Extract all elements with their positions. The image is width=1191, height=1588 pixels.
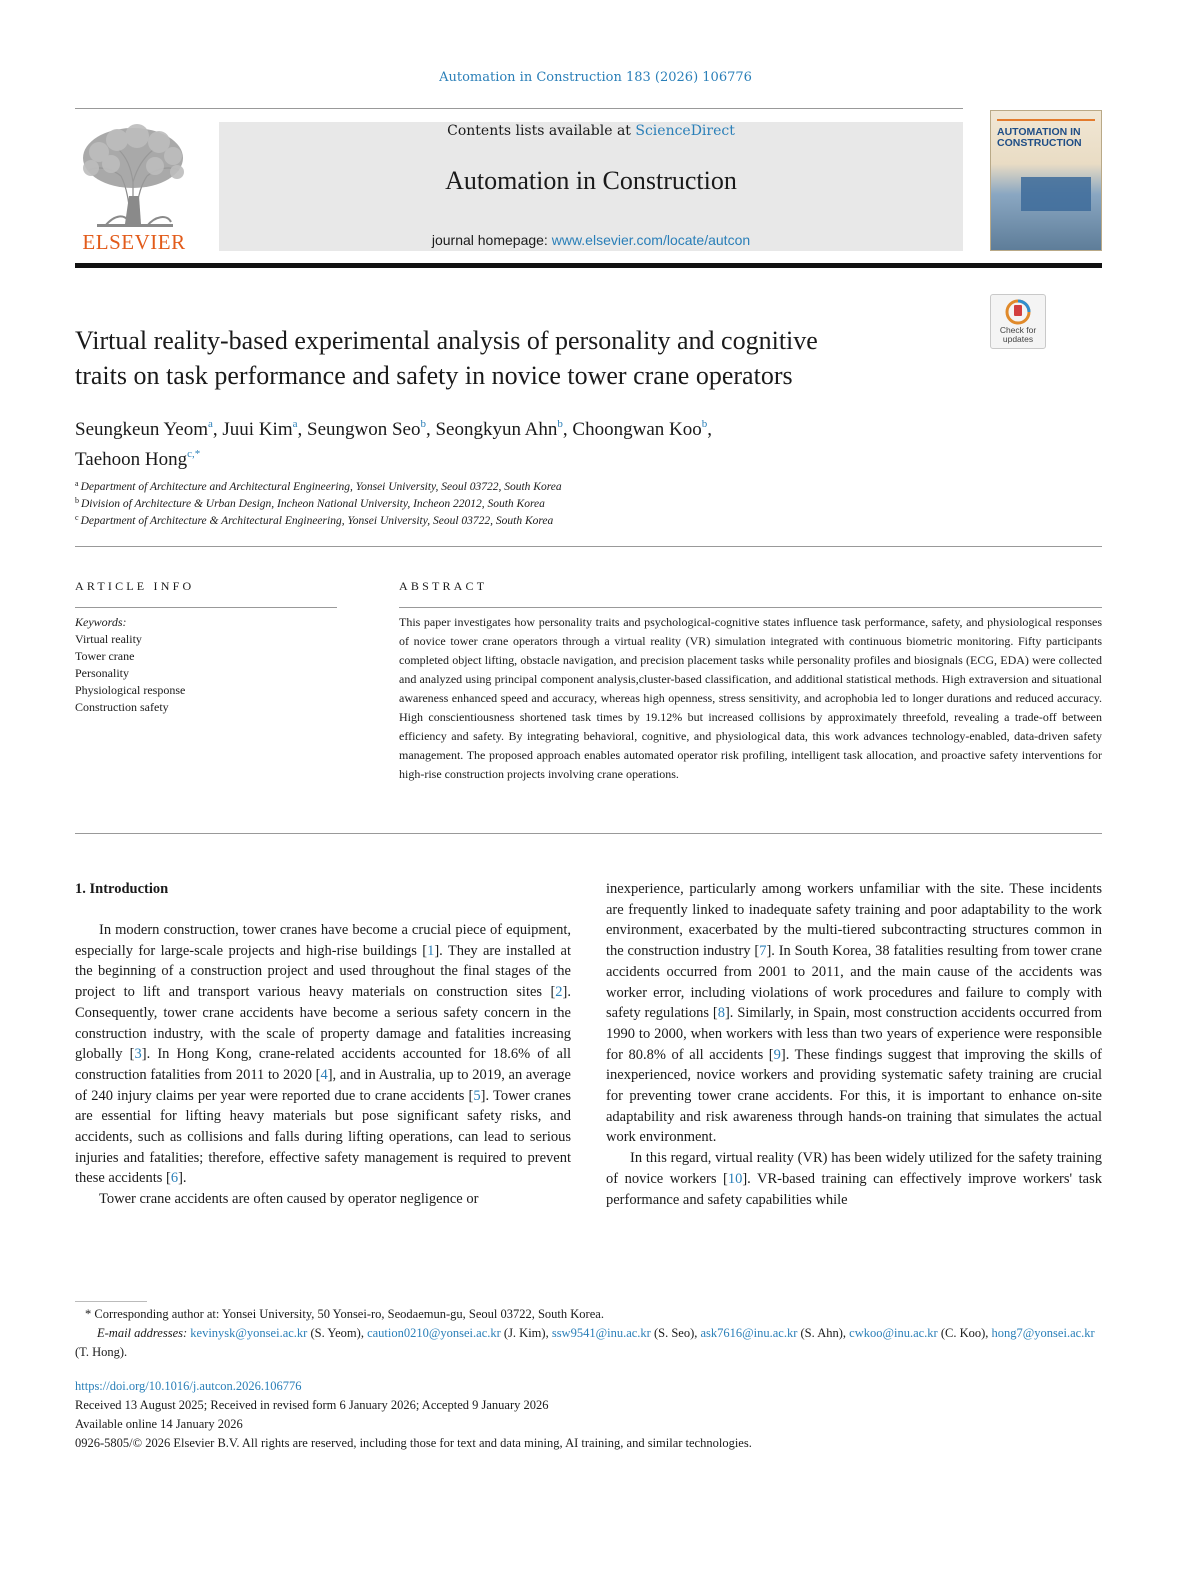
email-link[interactable]: ask7616@inu.ac.kr	[700, 1326, 798, 1340]
keyword: Physiological response	[75, 683, 186, 697]
check-updates-label-2: updates	[1002, 334, 1034, 344]
section-heading-introduction: 1. Introduction	[75, 881, 169, 897]
publication-info	[75, 1377, 1102, 1453]
email-owner: (S. Yeom),	[307, 1326, 368, 1340]
homepage-line	[219, 232, 963, 248]
author-affil-mark[interactable]: a	[208, 418, 213, 430]
corresponding-author-note: * Corresponding author at: Yonsei University, 50 Yonsei-ro, Seodaemun-gu, Seoul 03722, South Korea.	[85, 1307, 604, 1321]
affiliation-text: Department of Architecture and Architectural Engineering, Yonsei University, Seoul 03722, South Korea	[80, 481, 562, 493]
masthead-bottom-rule	[75, 263, 1102, 268]
affiliation	[75, 513, 553, 527]
cover-title-line1: AUTOMATION IN	[997, 126, 1081, 138]
author-affil-mark[interactable]: b	[557, 418, 563, 430]
article-info-rule	[75, 607, 337, 608]
cover-title	[997, 127, 1097, 149]
affiliation-mark: c	[75, 513, 79, 522]
author-affil-mark[interactable]: a	[292, 418, 298, 430]
paragraph	[606, 1148, 1102, 1210]
email-owner: (J. Kim),	[500, 1326, 552, 1340]
email-link[interactable]: ssw9541@inu.ac.kr	[551, 1326, 651, 1340]
available-online-date: Available online 14 January 2026	[75, 1417, 243, 1431]
keyword: Personality	[75, 666, 129, 680]
abstract-heading: ABSTRACT	[399, 579, 488, 593]
title-line-2: traits on task performance and safety in novice tower crane operators	[75, 361, 793, 390]
citation-link[interactable]: 6	[170, 1170, 179, 1187]
cover-graphic	[1021, 177, 1091, 211]
email-link[interactable]: cwkoo@inu.ac.kr	[849, 1326, 938, 1340]
author[interactable]	[572, 419, 707, 440]
affiliation-text: Department of Architecture & Architectural Engineering, Yonsei University, Seoul 03722, South Korea	[80, 515, 554, 527]
author-name: Seongkyun Ahn	[435, 419, 558, 440]
email-label: E-mail addresses:	[97, 1326, 188, 1340]
text-run: ]. In South Korea, 38 fatalities resulting from tower crane accidents occurred from 2001 to 2011, and the main cause of the accidents was worker error, including violations of work procedures and failure to comply with safety regulations [	[606, 943, 1102, 1022]
text-run: ]. VR-based training can effectively improve workers' task performance and safety capabilities while	[606, 1170, 1103, 1208]
abstract-text: This paper investigates how personality traits and psychological-cognitive states influence task performance, safety, and physiological responses of novice tower crane operators through a virtual reality (VR) simulation integrated with continuous biometric monitoring. Fifty participants completed object lifting, obstacle navigation, and precision placement tasks while personality profiles and biosignals (ECG, EDA) were collected and analyzed using principal component analysis,cluster-based classification, and additional statistical methods. High extraversion and situational awareness enhanced speed and accuracy, whereas high openness, stress sensitivity, and acrophobia led to longer durations and reduced accuracy. High conscientiousness shortened task times by 19.12% but increased collisions by approximately threefold, revealing a trade-off between efficiency and safety. By integrating behavioral, cognitive, and physiological data, this work advances technology-enabled, data-driven safety management. The proposed approach enables automated operator risk profiling, intelligent task allocation, and proactive safety interventions for high-rise construction projects involving crane operations.	[399, 615, 1102, 781]
cover-accent-bar	[997, 119, 1095, 121]
keyword: Tower crane	[75, 649, 135, 663]
author-affil-mark[interactable]: b	[420, 418, 426, 430]
citation-link[interactable]: 8	[717, 1005, 725, 1022]
check-updates-label-1: Check for	[999, 325, 1037, 335]
paragraph: Tower crane accidents are often caused by operator negligence or	[99, 1191, 479, 1208]
text-run: ]. Consequently, tower crane accidents have become a serious safety concern in the construction industry, with the scale of property damage and fatalities increasing globally [	[75, 984, 571, 1063]
keyword: Virtual reality	[75, 632, 142, 646]
top-rule	[75, 108, 963, 109]
contents-line	[219, 123, 963, 139]
citation-link[interactable]: 2	[555, 984, 563, 1001]
keywords-block	[75, 614, 337, 716]
copyright-notice: 0926-5805/© 2026 Elsevier B.V. All rights are reserved, including those for text and data mining, AI training, and similar technologies.	[75, 1436, 752, 1450]
author-name: Juui Kim	[222, 419, 293, 440]
affiliation-text: Division of Architecture & Urban Design, Incheon National University, Incheon 22012, South Korea	[81, 498, 545, 510]
check-updates-icon	[991, 297, 1045, 327]
received-dates: Received 13 August 2025; Received in revised form 6 January 2026; Accepted 9 January 2026	[75, 1398, 549, 1412]
text-run: inexperience, particularly among workers unfamiliar with the site. These incidents are frequently linked to inadequate safety training and poor adaptability to the work environment, exacerbated by the multi-tiered subcontracting structures common in the construction industry [	[606, 881, 1102, 960]
author[interactable]	[75, 419, 213, 440]
article-title	[75, 323, 955, 393]
running-head[interactable]: Automation in Construction 183 (2026) 106776	[439, 70, 752, 85]
author-name: Seungkeun Yeom	[75, 419, 209, 440]
author-name: Taehoon Hong	[75, 449, 188, 470]
footnote-rule	[75, 1301, 147, 1302]
abstract-rule	[399, 607, 1102, 608]
abstract-bottom-rule	[75, 833, 1102, 834]
body-column-right	[606, 879, 1102, 1210]
citation-link[interactable]: 1	[427, 942, 435, 959]
affiliation-mark: b	[75, 496, 79, 505]
author[interactable]	[222, 419, 297, 440]
body-column-left	[75, 920, 571, 1210]
text-run: ]. Similarly, in Spain, most construction accidents occurred from 1990 to 2000, when workers with less than two years of experience were responsible for 80.8% of all accidents [	[606, 1005, 1102, 1063]
journal-homepage-link[interactable]: www.elsevier.com/locate/autcon	[551, 232, 751, 248]
keyword: Construction safety	[75, 700, 169, 714]
author[interactable]	[435, 419, 562, 440]
footnotes	[75, 1305, 1102, 1362]
email-owner: (C. Koo),	[937, 1326, 992, 1340]
check-for-updates-badge[interactable]	[990, 294, 1046, 349]
author-affil-mark[interactable]: c,*	[187, 448, 201, 460]
text-run: ]. They are installed at the beginning of a construction project and used throughout the final stages of the project to lift and transport various heavy materials on construction sites [	[75, 942, 571, 1001]
citation-link[interactable]: 5	[473, 1087, 481, 1104]
citation-link[interactable]: 4	[320, 1066, 328, 1083]
journal-title: Automation in Construction	[445, 166, 737, 195]
author-list: Seungkeun Yeom$^a$, Juui Kim$^a$, Seungwon Seo$^b$, Seongkyun Ahn$^b$, Choongwan Koo$^b$, Taehoon Hong$^{c,*}$	[75, 418, 712, 470]
affiliation	[75, 479, 562, 493]
text-run: ]. Tower cranes are essential for lifting heavy materials but pose significant safety risks, and accidents, such as collisions and falls during lifting operations, can lead to serious injuries and fatalities; therefore, effective safety management is required to prevent these accidents [	[75, 1087, 571, 1187]
author[interactable]	[307, 419, 426, 440]
title-line-1: Virtual reality-based experimental analysis of personality and cognitive	[75, 326, 818, 355]
citation-link[interactable]: 3	[134, 1046, 142, 1063]
text-run: ]. These findings suggest that improving the skills of inexperienced, novice workers and providing systematic safety training are crucial for preventing tower crane accidents. For this, it is important to enhance on-site adaptability and risk awareness through hands-on training that simulates the actual work environment.	[606, 1046, 1102, 1146]
sciencedirect-link[interactable]: ScienceDirect	[635, 123, 735, 139]
email-link[interactable]: hong7@yonsei.ac.kr	[991, 1326, 1095, 1340]
text-run: In this regard, virtual reality (VR) has been widely utilized for the safety training of novice workers [	[606, 1150, 1102, 1187]
citation-link[interactable]: 10	[727, 1170, 743, 1187]
email-owner: (S. Seo),	[650, 1326, 701, 1340]
paragraph	[606, 879, 1102, 1148]
cover-title-line2: CONSTRUCTION	[997, 137, 1082, 149]
header-divider	[75, 546, 1102, 547]
text-run: In modern construction, tower cranes have become a crucial piece of equipment, especially for large-scale projects and high-rise buildings [	[75, 922, 571, 959]
homepage-prefix: journal homepage:	[431, 232, 552, 248]
publisher-wordmark: ELSEVIER	[82, 230, 186, 254]
affiliation	[75, 496, 545, 510]
article-info-heading: ARTICLE INFO	[75, 579, 195, 593]
author-name: Choongwan Koo	[572, 419, 702, 440]
text-run: ]. In Hong Kong, crane-related accidents accounted for 18.6% of all construction fatalities from 2011 to 2020 [	[75, 1046, 572, 1083]
paragraph	[75, 920, 571, 1189]
author-affil-mark[interactable]: b	[701, 418, 708, 430]
affiliation-mark: a	[75, 479, 79, 488]
email-owner: (T. Hong).	[75, 1345, 128, 1359]
citation-link[interactable]: 9	[773, 1046, 781, 1063]
author-name: Seungwon Seo	[307, 419, 421, 440]
text-run: ].	[178, 1170, 187, 1187]
doi-link[interactable]: https://doi.org/10.1016/j.autcon.2026.106776	[75, 1379, 302, 1393]
journal-cover-image[interactable]	[990, 110, 1102, 251]
email-owner: (S. Ahn),	[797, 1326, 850, 1340]
keywords-label: Keywords:	[75, 615, 127, 629]
author[interactable]	[75, 449, 200, 470]
email-link[interactable]: kevinysk@yonsei.ac.kr	[190, 1326, 308, 1340]
citation-link[interactable]: 7	[759, 943, 767, 960]
email-addresses	[75, 1324, 1102, 1362]
email-link[interactable]: caution0210@yonsei.ac.kr	[367, 1326, 501, 1340]
contents-prefix: Contents lists available at	[447, 123, 636, 139]
text-run: ], and in Australia, up to 2019, an average of 240 injury claims per year were reported due to crane accidents [	[75, 1066, 571, 1104]
